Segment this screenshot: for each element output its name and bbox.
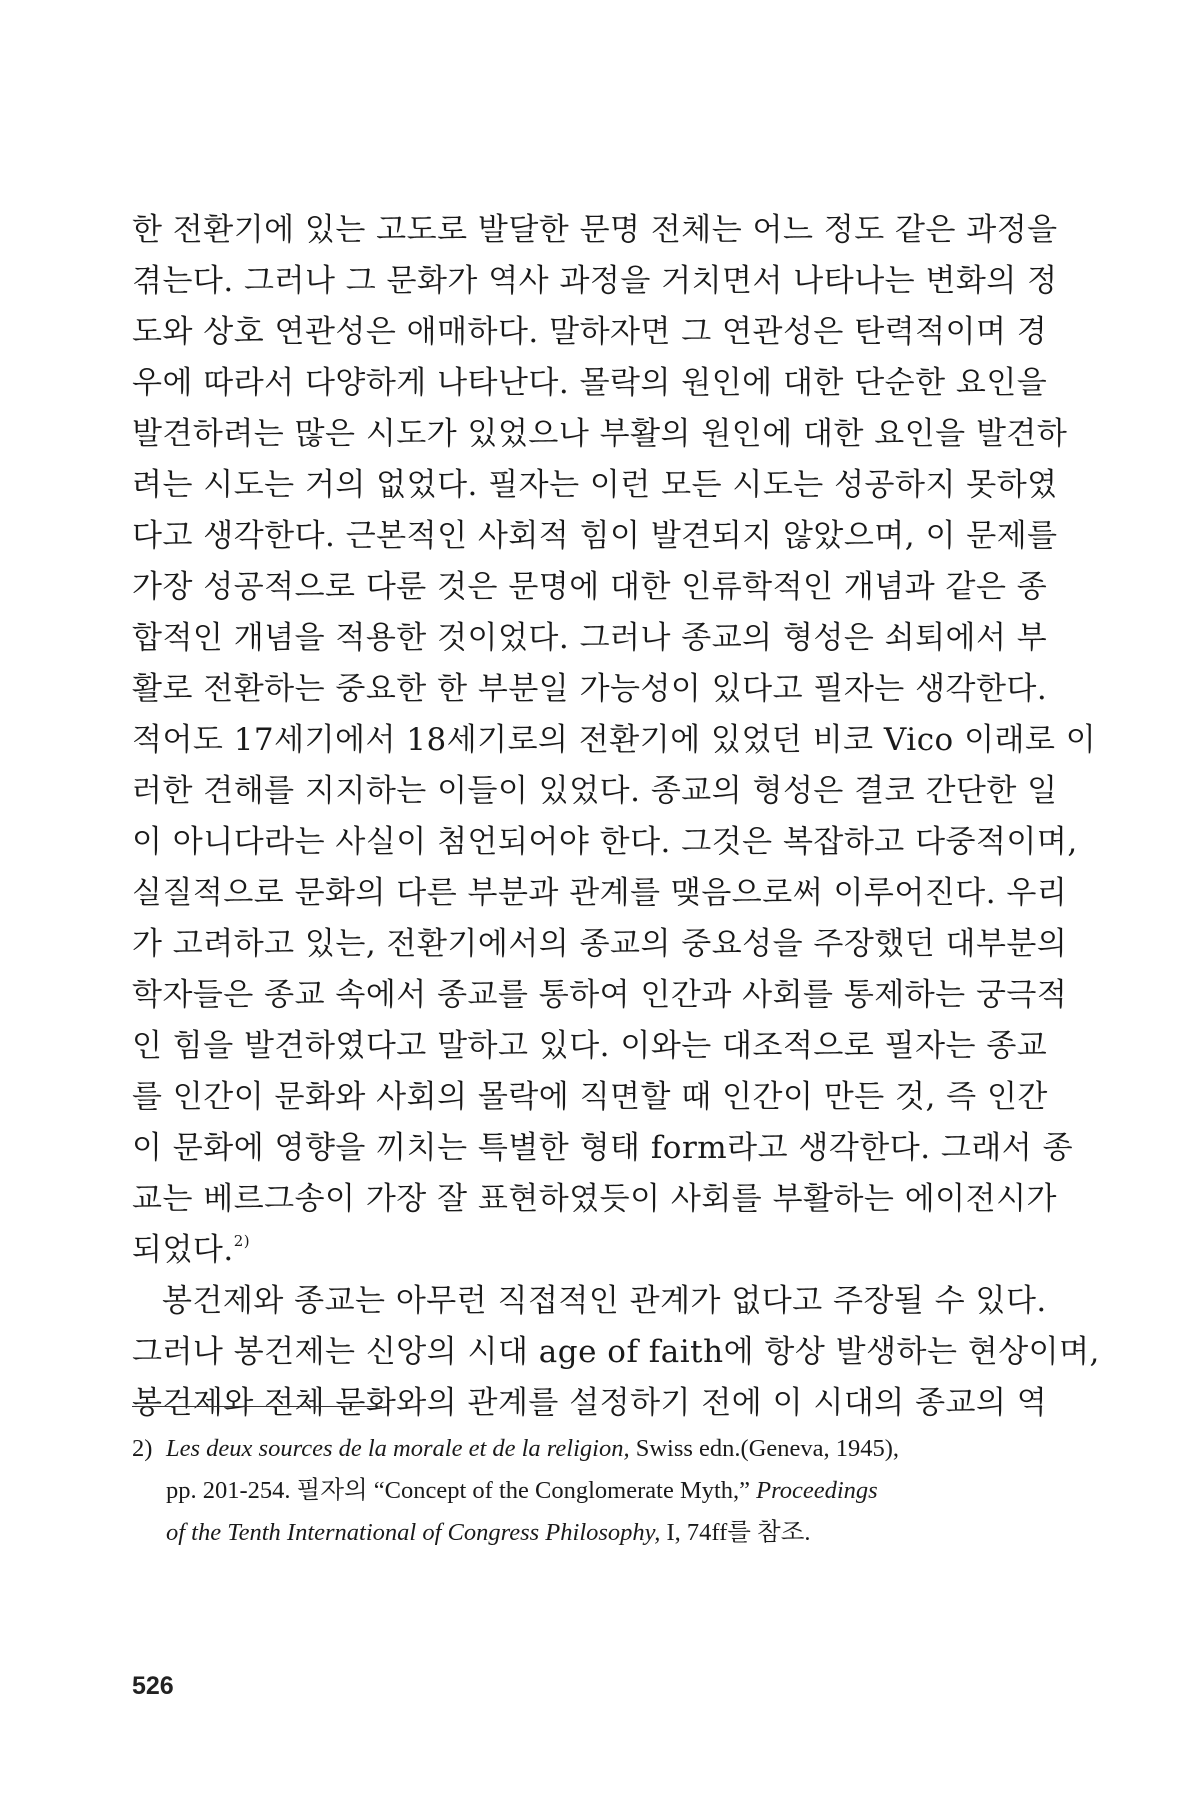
text-line-content: 되었다. (132, 1232, 234, 1268)
body-text (132, 205, 1100, 1429)
text-line: 학자들은 종교 속에서 종교를 통하여 인간과 사회를 통제하는 궁극적 (132, 977, 1068, 1013)
text-line: 겪는다. 그러나 그 문화가 역사 과정을 거치면서 나타나는 변화의 정 (132, 263, 1058, 299)
footnote-title: Proceedings (756, 1477, 878, 1504)
footnote-line (132, 1428, 1042, 1470)
footnote-text: pp. 201-254. 필자의 “Concept of the Conglomerate Myth,” (166, 1477, 757, 1504)
text-line: 도와 상호 연관성은 애매하다. 말하자면 그 연관성은 탄력적이며 경 (132, 314, 1048, 350)
text-line: 한 전환기에 있는 고도로 발달한 문명 전체는 어느 정도 같은 과정을 (132, 212, 1058, 248)
text-line: 이 아니다라는 사실이 첨언되어야 한다. 그것은 복잡하고 다중적이며, (132, 824, 1078, 860)
text-line: 적어도 17세기에서 18세기로의 전환기에 있었던 비코 Vico 이래로 이 (132, 722, 1097, 758)
text-line-indented: 봉건제와 종교는 아무런 직접적인 관계가 없다고 주장될 수 있다. (162, 1283, 1047, 1319)
text-line: 가 고려하고 있는, 전환기에서의 종교의 중요성을 주장했던 대부분의 (132, 926, 1068, 962)
text-line: 교는 베르그송이 가장 잘 표현하였듯이 사회를 부활하는 에이전시가 (132, 1181, 1057, 1217)
paragraph-1 (132, 205, 1097, 1276)
text-line: 가장 성공적으로 다룬 것은 문명에 대한 인류학적인 개념과 같은 종 (132, 569, 1048, 605)
text-line: 려는 시도는 거의 없었다. 필자는 이런 모든 시도는 성공하지 못하였 (132, 467, 1058, 503)
text-line: 활로 전환하는 중요한 한 부분일 가능성이 있다고 필자는 생각한다. (132, 671, 1048, 707)
footnote (132, 1428, 1042, 1554)
footnote-text: Swiss edn.(Geneva, 1945), (629, 1435, 900, 1462)
text-line: 봉건제와 전체 문화와의 관계를 설정하기 전에 이 시대의 종교의 역 (132, 1385, 1048, 1421)
footnote-line (132, 1512, 1042, 1554)
page-number: 526 (132, 1672, 174, 1700)
footnote-title: of the Tenth International of Congress Philosophy, (166, 1519, 661, 1546)
text-line: 러한 견해를 지지하는 이들이 있었다. 종교의 형성은 결코 간단한 일 (132, 773, 1058, 809)
footnote-divider (132, 1406, 382, 1407)
footnote-line (132, 1470, 1042, 1512)
text-line: 인 힘을 발견하였다고 말하고 있다. 이와는 대조적으로 필자는 종교 (132, 1028, 1048, 1064)
footnote-title: Les deux sources de la morale et de la religion, (166, 1435, 630, 1462)
text-line: 이 문화에 영향을 끼치는 특별한 형태 form라고 생각한다. 그래서 종 (132, 1130, 1074, 1166)
text-line: 합적인 개념을 적용한 것이었다. 그러나 종교의 형성은 쇠퇴에서 부 (132, 620, 1048, 656)
text-line: 발견하려는 많은 시도가 있었으나 부활의 원인에 대한 요인을 발견하 (132, 416, 1068, 452)
text-line: 를 인간이 문화와 사회의 몰락에 직면할 때 인간이 만든 것, 즉 인간 (132, 1079, 1048, 1115)
footnote-reference[interactable]: 2) (233, 1232, 251, 1250)
text-line-last (132, 1225, 1042, 1276)
text-line: 그러나 봉건제는 신앙의 시대 age of faith에 항상 발생하는 현상이며, (132, 1334, 1100, 1370)
text-line: 우에 따라서 다양하게 나타난다. 몰락의 원인에 대한 단순한 요인을 (132, 365, 1048, 401)
footnote-number: 2) (132, 1435, 153, 1462)
text-line: 실질적으로 문화의 다른 부분과 관계를 맺음으로써 이루어진다. 우리 (132, 875, 1068, 911)
footnote-text: I, 74ff를 참조. (660, 1519, 811, 1546)
text-line: 다고 생각한다. 근본적인 사회적 힘이 발견되지 않았으며, 이 문제를 (132, 518, 1058, 554)
